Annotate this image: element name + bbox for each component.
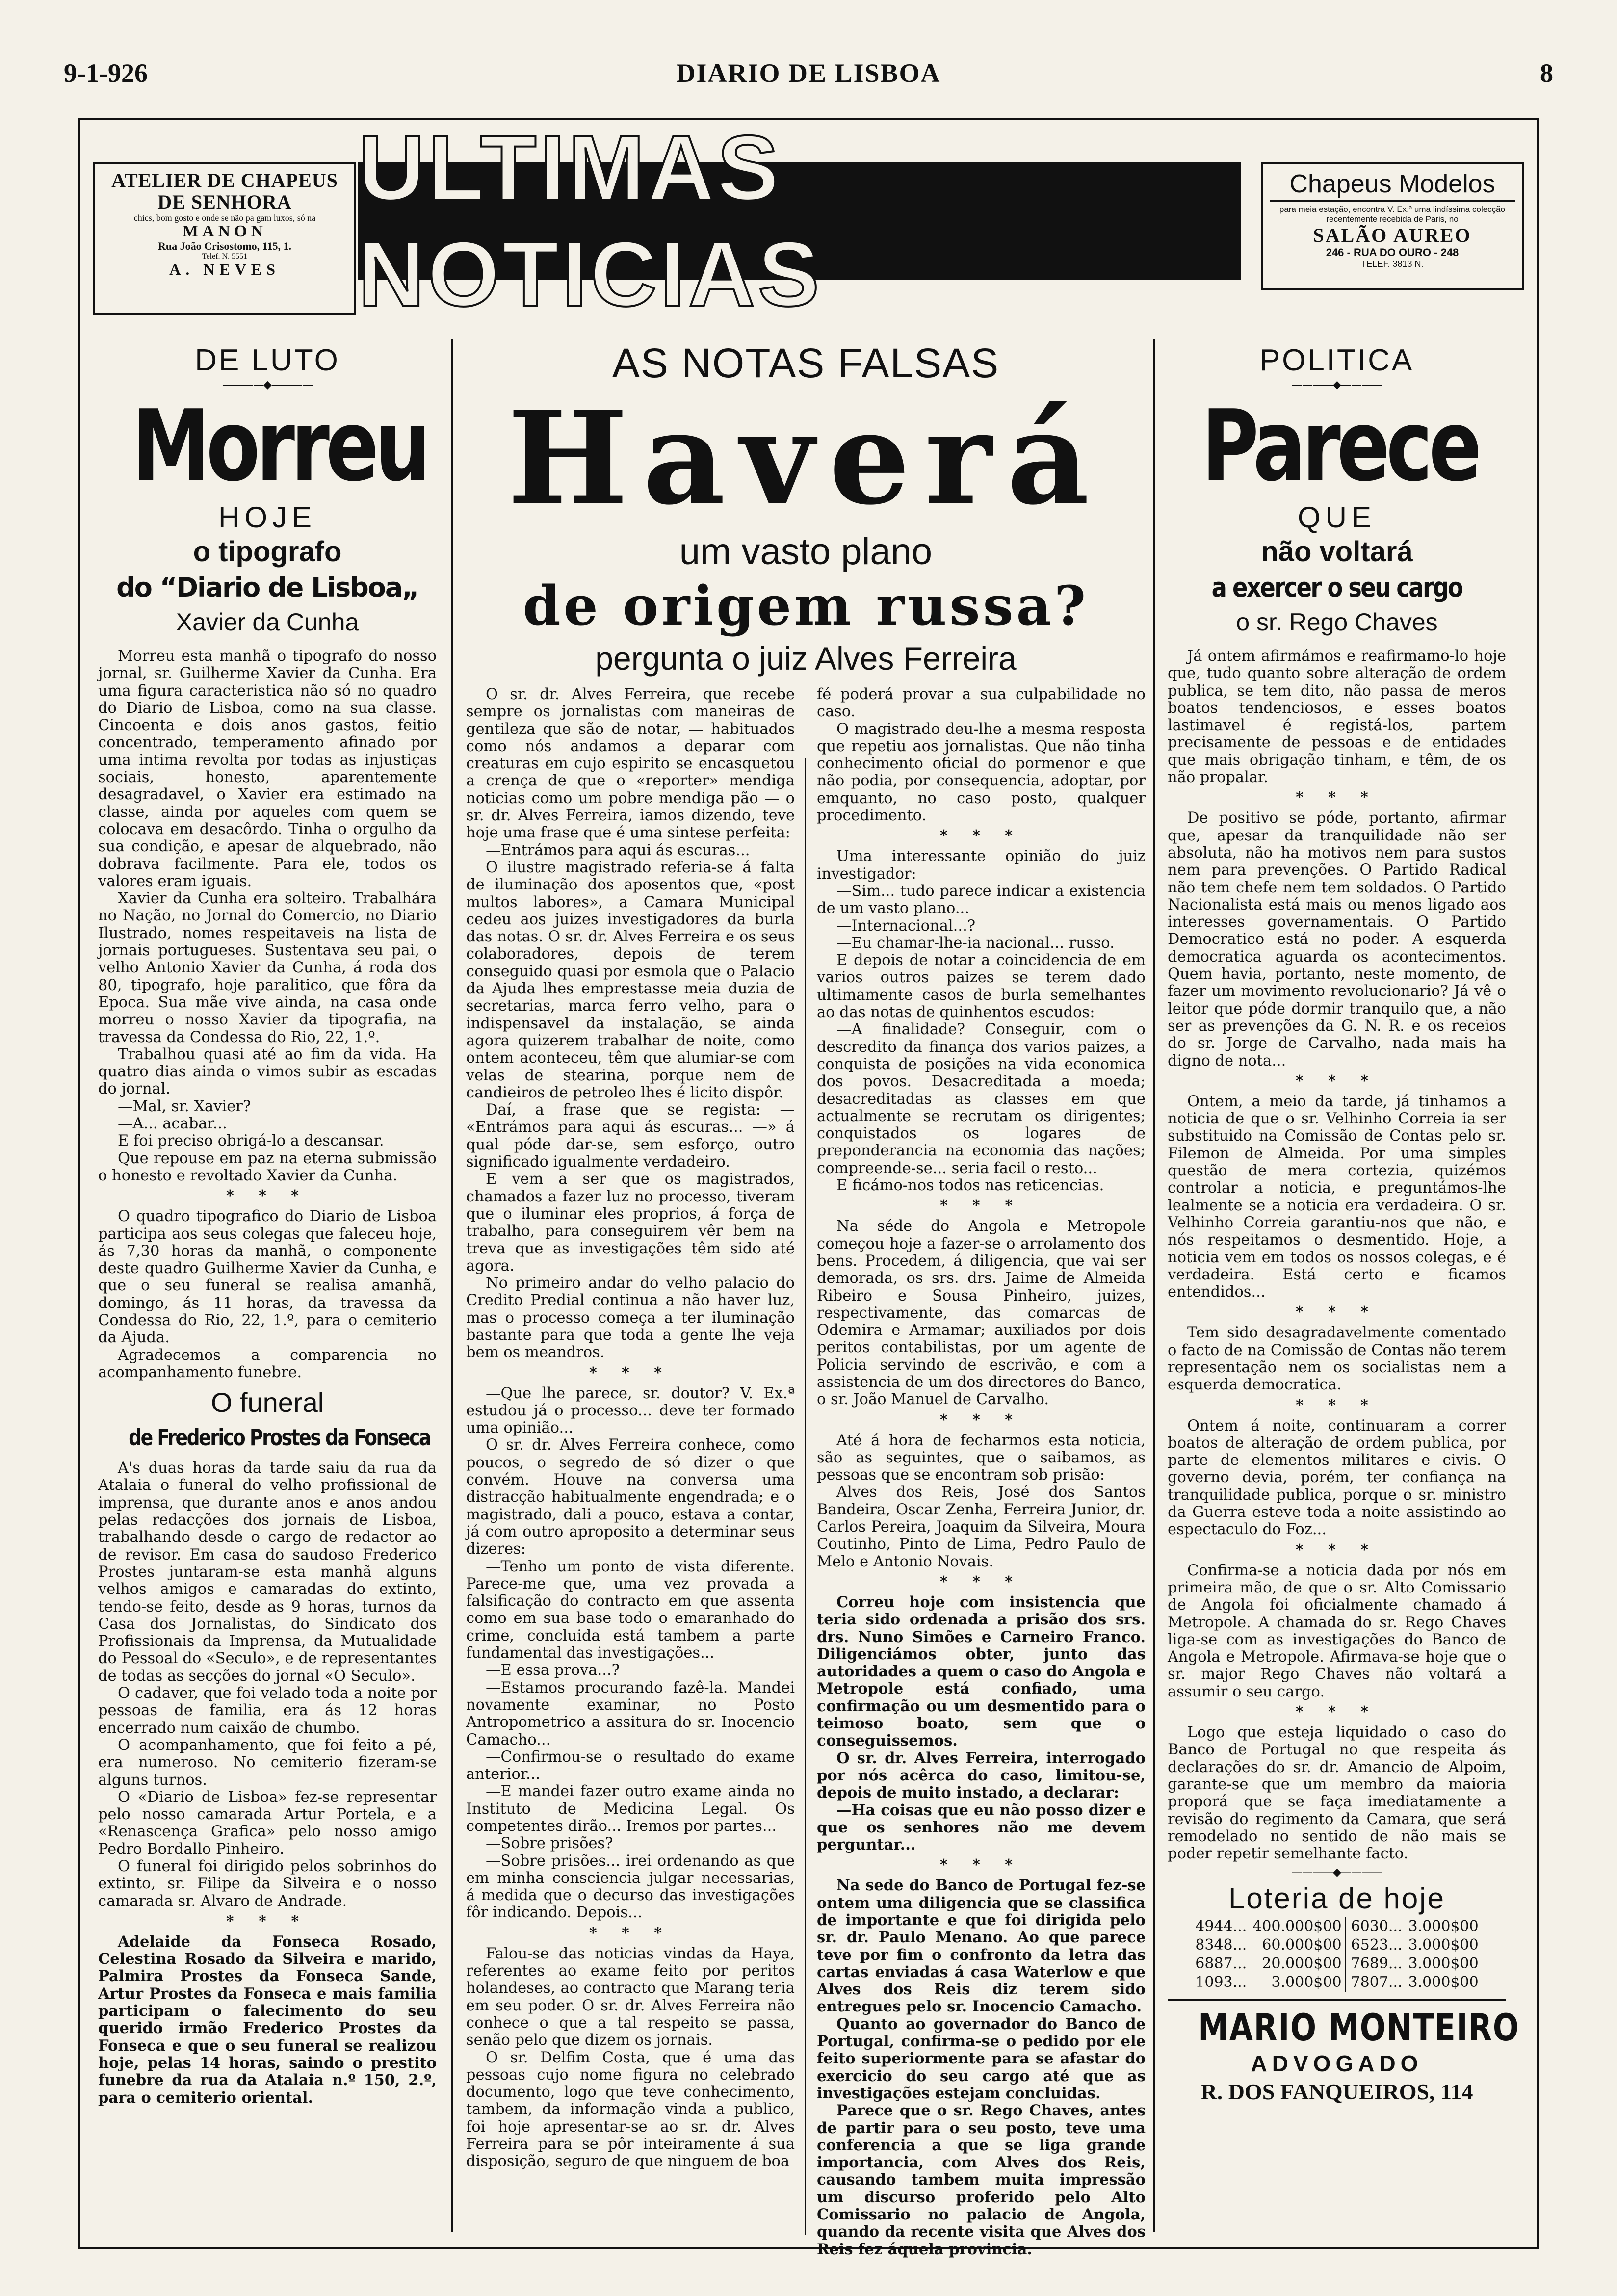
center-sub-3: pergunta o juiz Alves Ferreira	[595, 640, 1017, 677]
ticket-number: 6523...	[1345, 1936, 1405, 1955]
section-title: ULTIMAS NOTICIAS	[358, 116, 823, 325]
right-headline: Parece	[1201, 389, 1478, 503]
center-body-b4	[817, 1432, 1146, 1570]
prize-amount: 60.000$00	[1262, 1936, 1342, 1954]
prize-amount: 3.000$00	[1271, 1974, 1342, 1991]
paragraph: —Entrámos para aqui ás escuras...	[486, 841, 750, 859]
left-body-4	[98, 1933, 437, 2107]
left-column	[98, 339, 437, 2107]
paragraph: Na séde do Angola e Metropole começou hoje a fazer-se o arrolamento dos bens. Procedem, á diligencia, que vai ser demorada, os srs. drs. Jaime de Almeida Ribeiro e Sousa Pinheiro, juizes, respectivamente, das comarcas de Odemira e Armamar; auxiliados por dois peritos contabilistas, por um agente de Policia servindo de escrivão, e com a assistencia de um dos directores do Banco, o sr. João Manuel de Carvalho.	[817, 1218, 1146, 1409]
ad-line-3: chics, bom gosto e onde se não pa gam luxos, só na	[133, 213, 316, 223]
paragraph: No primeiro andar do velho palacio do Credito Predial continua a não haver luz, mas o processo começa a ter iluminação bastante para que toda a gente lhe veja bem os meandros.	[466, 1275, 795, 1361]
column-rule-left	[451, 339, 453, 2232]
left-sub-2: o tipografo	[193, 536, 342, 568]
center-subcolumn-b	[817, 686, 1146, 2258]
stars-separator: * * *	[940, 1197, 1022, 1215]
paragraph: Quanto ao governador do Banco de Portugal, confirma-se o pedido por ele feito superiormente para se afastar do exercicio do seu cargo até que as investigações estejam concluidas.	[817, 2015, 1146, 2102]
left-kicker: DE LUTO	[195, 343, 340, 377]
stars-separator: * * *	[589, 1364, 672, 1382]
right-sub-3: a exercer o seu cargo	[1211, 572, 1462, 603]
lottery-ornament: ————◆————	[1292, 1866, 1382, 1879]
lottery-title: Loteria de hoje	[1228, 1882, 1445, 1915]
paragraph: Que repouse em paz na eterna submissão o honesto e revoltado Xavier da Cunha.	[98, 1149, 437, 1184]
lawyer-title: ADVOGADO	[1251, 2051, 1423, 2077]
frame-right	[1537, 118, 1539, 2247]
paragraph: —Confirmou-se o resultado do exame anterior...	[466, 1748, 795, 1783]
hat-models-ad	[1261, 162, 1524, 290]
left-sub-4: Xavier da Cunha	[176, 608, 359, 636]
lawyer-ad	[1168, 2006, 1520, 2107]
paragraph: Na sede do Banco de Portugal fez-se ontem uma diligencia que se classifica de importante e que foi dirigida pelo sr. dr. Paulo Menano. Ao que parece teve por fim o confronto da letra das cartas enviadas á casa Waterlow e que Alves dos Reis diz terem sido entregues pelo sr. Inocencio Camacho.	[817, 1877, 1146, 2016]
paragraph: Correu hoje com insistencia que teria sido ordenada a prisão dos srs. drs. Nuno Simões e Carneiro Franco. Diligenciámos obter, junto das autoridades a quem o caso do Angola e Metropole está confiado, uma confirmação ou um desmentido para o teimoso boato, sem que o conseguissemos.	[817, 1593, 1146, 1750]
column-rule-right	[1153, 339, 1155, 2232]
right-body-2	[1168, 809, 1506, 1069]
ticket-number: 6030...	[1345, 1917, 1405, 1936]
paragraph: O quadro tipografico do Diario de Lisboa participa aos seus colegas que faleceu hoje, ás 7,30 horas da manhã, o componente deste quadro Guilherme Xavier da Cunha, e que o seu funeral se realisa amanhã, domingo, ás 11 horas, da travessa da Condessa do Rio, 22, 1.º, para o cemiterio da Ajuda.	[98, 1208, 437, 1347]
right-column	[1168, 339, 1520, 2107]
paragraph: —Ha coisas que eu não posso dizer e que os senhores não me devem perguntar...	[817, 1801, 1146, 1854]
table-row	[1192, 1936, 1481, 1955]
paragraph: fé poderá provar a sua culpabilidade no caso.	[817, 686, 1146, 721]
stars-separator: * * *	[1296, 789, 1378, 807]
paragraph: Ontem, a meio da tarde, já tinhamos a noticia de que o sr. Velhinho Correia ia ser substituido na Comissão de Contas pelo sr. Filemon de Almeida. Por uma simples questão de mera cortezia, quizémos controlar a noticia, e preguntámos-lhe lealmente se a noticia era verdadeira. O sr. Velhinho Correia garantiu-nos que não, e nós respeitamos o desmentido. Hoje, a noticia vem em todos os nossos colegas, e é verdadeira. Está certo e ficamos entendidos...	[1168, 1093, 1506, 1301]
stars-separator: * * *	[1296, 1304, 1378, 1321]
frame-left	[78, 118, 80, 2247]
paragraph: Ontem á noite, continuaram a correr boatos de alteração de ordem publica, por parte de elementos militares e civis. O governo devia, porém, ter confiança na tranquilidade publica, porque o sr. ministro da Guerra esteve toda a noite assistindo ao espectaculo do Foz...	[1168, 1417, 1506, 1539]
left-headline: Morreu	[132, 389, 427, 503]
ad-address: 246 - RUA DO OURO - 248	[1326, 246, 1459, 259]
paragraph: Adelaide da Fonseca Rosado, Celestina Rosado da Silveira e marido, Palmira Prostes da Fonseca Sande, Artur Prostes da Fonseca e mais familia participam o falecimento do seu querido irmão Frederico Prostes da Fonseca e que o seu funeral se realizou hoje, pelas 14 horas, saindo o prestito funebre da rua da Atalaia n.º 150, 2.º, para o cemiterio oriental.	[98, 1932, 437, 2107]
right-body-4	[1168, 1324, 1506, 1393]
stars-separator: * * *	[226, 1912, 309, 1930]
left-body	[98, 648, 437, 1184]
paragraph: —Internacional...?	[836, 917, 976, 935]
lawyer-name: MARIO MONTEIRO	[1198, 2006, 1520, 2050]
paragraph: O sr. dr. Alves Ferreira conhece, como poucos, o segredo de só dizer o que convém. Houve na conversa uma distracção habitualmente engendrada; e o magistrado, dali a pouco, estava a contar, já com outro aproposito a determinar seus dizeres:	[466, 1436, 795, 1558]
table-row	[1192, 1973, 1481, 1992]
paragraph: O sr. Delfim Costa, que é uma das pessoas cujo nome figura no celebrado documento, logo que teve conhecimento, tambem, da informação vinda a publico, foi hoje apresentar-se ao sr. dr. Alves Ferreira para se pôr inteiramente á sua disposição, seguro de que ninguem de boa	[466, 2049, 795, 2170]
paragraph: —Estamos procurando fazê-la. Mandei novamente examinar, no Posto Antropometrico a assitura do sr. Inocencio Camacho...	[466, 1679, 795, 1748]
paragraph: —E essa prova...?	[486, 1662, 620, 1679]
ticket-number: 7807...	[1345, 1973, 1405, 1992]
paragraph: O sr. dr. Alves Ferreira, que recebe sempre os jornalistas com maneiras de gentileza que são de notar, — habituados como nós andamos a deparar com creaturas em cujo espirito se encasquetou a crença de que o «reporter» mendiga noticias como um pobre mendiga pão — o sr. dr. Alves Ferreira, iamos dizendo, teve hoje uma frase que é uma sintese perfeita:	[466, 686, 795, 842]
paragraph: —Sim... tudo parece indicar a existencia de um vasto plano...	[817, 882, 1146, 917]
right-sub-2: não voltará	[1261, 536, 1413, 568]
prize-amount: 3.000$00	[1408, 1974, 1479, 1991]
left-sub-3: do “Diario de Lisboa„	[116, 572, 418, 603]
center-kicker: AS NOTAS FALSAS	[612, 340, 1000, 386]
ad-headline: Chapeus Modelos	[1270, 170, 1515, 202]
center-body-b6	[817, 1877, 1146, 2258]
ticket-number: 1093...	[1195, 1974, 1247, 1991]
stars-separator: * * *	[589, 1924, 672, 1942]
center-body-b2	[817, 848, 1146, 1194]
page-number: 8	[1540, 58, 1553, 88]
center-body-b3	[817, 1218, 1146, 1408]
page-header	[64, 58, 1553, 102]
stars-separator: * * *	[1296, 1541, 1378, 1559]
paragraph: —Sobre prisões?	[486, 1835, 613, 1852]
center-headline: Haverá	[507, 384, 1104, 533]
ad-body: para meia estação, encontra V. Ex.ª uma lindíssima colecção recentemente recebida de Paris, no	[1279, 205, 1506, 224]
stars-separator: * * *	[940, 827, 1022, 845]
newspaper-name: DIARIO DE LISBOA	[676, 58, 941, 88]
right-ornament: ————◆————	[1292, 379, 1382, 391]
paragraph: Alves dos Reis, José dos Santos Bandeira, Oscar Zenha, Ferreira Junior, dr. Carlos Pereira, Joaquim da Silveira, Moura Coutinho, Pinto de Lima, Pedro Paulo de Melo e Antonio Novais.	[817, 1484, 1146, 1570]
paragraph: O funeral foi dirigido pelos sobrinhos do extinto, sr. Filipe da Silveira e o nosso camarada sr. Alvaro de Andrade.	[98, 1858, 437, 1910]
lawyer-address: R. DOS FANQUEIROS, 114	[1200, 2079, 1473, 2105]
table-row	[1192, 1955, 1481, 1973]
center-body-b	[817, 686, 1146, 824]
ad-phone: TELEF. 3813 N.	[1361, 259, 1424, 269]
ticket-number: 8348...	[1195, 1936, 1247, 1954]
stars-separator: * * *	[1296, 1396, 1378, 1414]
paragraph: Logo que esteja liquidado o caso do Banco de Portugal no que respeita ás declarações do sr. dr. Amancio de Alpoim, garante-se que um membro da maioria proporá que se faça imediatamente a revisão do regimento da Camara, que será remodelado no sentido de não mais se poder repetir semelhante facto.	[1168, 1724, 1506, 1863]
center-body-a3	[466, 1945, 795, 2170]
paragraph: Até á hora de fecharmos esta noticia, são as seguintes, que o saibamos, as pessoas que se encontram sob prisão:	[817, 1432, 1146, 1484]
left-body-3	[98, 1460, 437, 1910]
ticket-number: 7689...	[1345, 1955, 1405, 1973]
ad-line-2: DE SENHORA	[157, 191, 292, 213]
hat-atelier-ad	[93, 162, 356, 315]
stars-separator: * * *	[940, 1573, 1022, 1591]
paragraph: De positivo se póde, portanto, afirmar que, apesar da tranquilidade não ser absoluta, não ha motivos nem para sustos nem para prevenções. O Partido Radical não tem chefe nem tem soldados. O Partido Nacionalista está mais ou menos ligado aos interesses governamentais. O Partido Democratico está no poder. A esquerda democratica aguarda os acontecimentos. Quem havia, portanto, neste momento, de fazer um movimento revolucionario? Já vê o leitor que póde dormir tranquilo que, a não ser as prevenções da G. N. R. e os receios do sr. Jorge de Carvalho, nada mais ha digno de nota...	[1168, 809, 1506, 1070]
right-sub-4: o sr. Rego Chaves	[1236, 608, 1438, 636]
paragraph: Já ontem afirmámos e reafirmamo-lo hoje que, tudo quanto sobre alteração de ordem publica, se tem dito, não passa de meros boatos tendenciosos, e esses boatos lastimavel é registá-los, partem precisamente de pessoas e de entidades que mais obrigação tinham, e têm, de os não propalar.	[1168, 648, 1506, 786]
ad-line-6: Telef. N. 5551	[202, 252, 248, 261]
center-body-b5	[817, 1594, 1146, 1853]
paragraph: O magistrado deu-lhe a mesma resposta que repetiu aos jornalistas. Que não tinha conhecimento oficial do pormenor e que não podia, por consequencia, adoptar, por emquanto, no caso posto, qualquer procedimento.	[817, 720, 1146, 825]
paragraph: —A... acabar...	[118, 1115, 227, 1133]
ticket-number: 6887...	[1195, 1955, 1247, 1973]
section-masthead	[358, 116, 1241, 325]
ad-store-name: SALÃO AUREO	[1313, 224, 1472, 246]
paragraph: O acompanhamento, que foi feito a pé, era numeroso. No cemiterio fizeram-se alguns turnos.	[98, 1736, 437, 1789]
paragraph: —Eu chamar-lhe-ia nacional... russo.	[836, 934, 1115, 952]
ad-line-1: ATELIER DE CHAPEUS	[111, 169, 338, 191]
paragraph: Daí, a frase que se regista: — «Entrámos para aqui ás escuras... —» á qual póde dar-se, sem esforço, outro significado igualmente verdadeiro.	[466, 1101, 795, 1171]
right-sub-1: QUE	[1297, 501, 1377, 534]
funeral-title: de Frederico Prostes da Fonseca	[129, 1424, 430, 1451]
ad-line-7: A. NEVES	[169, 261, 280, 278]
stars-separator: * * *	[1296, 1072, 1378, 1090]
paragraph: E depois de notar a coincidencia de em varios outros paizes se terem dado ultimamente casos de burla semelhantes ao das notas de quinhentos escudos:	[817, 952, 1146, 1021]
center-subcolumn-a	[466, 686, 795, 2258]
lottery-rule	[1168, 1999, 1506, 2001]
paragraph: Xavier da Cunha era solteiro. Trabalhára no Nação, no Jornal do Comercio, no Diario Ilustrado, nomes respeitaveis na lista de jornais portugueses. Sustentava seu pai, o velho Antonio Xavier da Cunha, á roda dos 80, tipografo, hoje paralitico, que fôra da Epoca. Sua mãe vive ainda, na casa onde morreu o nosso Xavier da tipografia, na travessa da Condessa do Rio, 22, 1.º.	[98, 890, 437, 1046]
lottery-table	[1192, 1917, 1481, 1992]
stars-separator: * * *	[1296, 1703, 1378, 1721]
paragraph: O «Diario de Lisboa» fez-se representar pelo nosso camarada Artur Portela, e a «Renascença Grafica» pelo nosso amigo Pedro Bordallo Pinheiro.	[98, 1788, 437, 1858]
paragraph: O sr. dr. Alves Ferreira, interrogado por nós acêrca do caso, limitou-se, depois de muito instado, a declarar:	[817, 1749, 1146, 1802]
center-column	[466, 339, 1146, 2258]
paragraph: —Sobre prisões... irei ordenando as que em minha consciencia julgar necessarias, á medida que o decurso das investigações fôr indicando. Depois...	[466, 1852, 795, 1922]
center-body-a2	[466, 1385, 795, 1922]
ticket-number: 4944...	[1195, 1918, 1247, 1935]
paragraph: O ilustre magistrado referia-se á falta de iluminação dos aposentos que, «post multos labores», a Camara Municipal cedeu aos juizes investigadores da burla das notas. O sr. dr. Alves Ferreira e os seus colaboradores, depois de terem conseguido quasi por esmola que o Palacio da Ajuda lhes emprestasse meia duzia de secretarias, marca ferro velho, para o indispensavel da instalação, se ainda agora quizerem trabalhar de noite, como ontem aconteceu, têm que alumiar-se com velas de stearina, porque nem de candieiros de petroleo lhes é licito dispôr.	[466, 859, 795, 1101]
paragraph: —A finalidade? Conseguir, com o descredito da finança dos varios paizes, a conquista de posições na vida economica dos povos. Desacreditada a moeda; desacreditadas as classes em que actualmente se recrutam os dirigentes; conquistados os logares de preponderancia na economia das nações; compreende-se... seria facil o resto...	[817, 1021, 1146, 1177]
paragraph: —Que lhe parece, sr. doutor? V. Ex.ª estudou já o processo... deve ter formado uma opinião...	[466, 1384, 795, 1437]
paragraph: E vem a ser que os magistrados, chamados a fazer luz no processo, tiveram que o iluminar eles proprios, á força de trabalho, para conseguirem vêr bem na treva que as investigações têm sido até agora.	[466, 1171, 795, 1275]
ad-line-4: MANON	[182, 222, 267, 240]
prize-amount: 3.000$00	[1408, 1918, 1479, 1935]
right-body-7	[1168, 1724, 1506, 1862]
left-body-2	[98, 1208, 437, 1381]
paragraph: —Tenho um ponto de vista diferente. Parece-me que, uma vez provada a falsificação do contracto em que assenta como em sua base todo o emaranhado do crime, concluida está tambem a parte fundamental das investigações...	[466, 1558, 795, 1662]
paragraph: Agradecemos a comparencia no acompanhamento funebre.	[98, 1346, 437, 1381]
center-body-a	[466, 686, 795, 1361]
center-sub-2: de origem russa?	[522, 574, 1089, 637]
stars-separator: * * *	[940, 1856, 1022, 1874]
paragraph: —Mal, sr. Xavier?	[118, 1097, 251, 1115]
prize-amount: 3.000$00	[1408, 1936, 1479, 1954]
right-body-5	[1168, 1417, 1506, 1539]
left-sub-1: HOJE	[218, 501, 317, 534]
funeral-kicker: O funeral	[210, 1387, 324, 1418]
paragraph: Parece que o sr. Rego Chaves, antes de partir para o seu posto, teve uma conferencia a que se liga grande importancia, com Alves dos Reis, causando tambem muita impressão um discurso proferido pelo Alto Comissario no palacio de Angola, quando da recente visita que Alves dos Reis fez áquela provincia.	[817, 2102, 1146, 2258]
table-row	[1192, 1917, 1481, 1936]
center-sub-1: um vasto plano	[679, 531, 933, 573]
paragraph: Confirma-se a noticia dada por nós em primeira mão, de que o sr. Alto Comissario de Angola foi oficialmente chamado á Metropole. A chamada do sr. Rego Chaves liga-se com as investigações do Banco de Angola e Metropole. Afirmava-se hoje que o sr. major Rego Chaves não voltará a assumir o seu cargo.	[1168, 1562, 1506, 1700]
paragraph: Tem sido desagradavelmente comentado o facto de na Comissão de Contas não terem representação nem os socialistas nem a esquerda democratica.	[1168, 1324, 1506, 1394]
paragraph: Falou-se das noticias vindas da Haya, referentes ao exame feito por peritos holandeses, ao contracto que Marang teria em seu poder. O sr. dr. Alves Ferreira não conhece o que a tal respeito se passa, senão pelo que dizem os jornais.	[466, 1945, 795, 2049]
right-kicker: POLITICA	[1259, 343, 1414, 377]
paragraph: Trabalhou quasi até ao fim da vida. Ha quatro dias ainda o vimos subir as escadas do jornal.	[98, 1045, 437, 1098]
paragraph: A's duas horas da tarde saiu da rua da Atalaia o funeral do velho profissional de imprensa, que durante anos e anos andou pelas redacções dos jornais de Lisboa, trabalhando desde o cargo de redactor ao de revisor. Em casa do saudoso Frederico Prostes juntaram-se esta manhã alguns velhos amigos e camaradas do extinto, tendo-se feito, desde as 9 horas, turnos da Casa dos Jornalistas, do Sindicato dos Profissionais da Imprensa, da Mutualidade do Pessoal do «Seculo», e de representantes de todas as secções do jornal «O Seculo».	[98, 1460, 437, 1685]
left-ornament: ————◆————	[222, 379, 313, 391]
center-subcolumns	[466, 686, 1146, 2258]
paragraph: —E mandei fazer outro exame ainda no Instituto de Medicina Legal. Os competentes dirão... Iremos por partes...	[466, 1783, 795, 1835]
prize-amount: 3.000$00	[1408, 1955, 1479, 1973]
stars-separator: * * *	[940, 1411, 1022, 1429]
right-body-3	[1168, 1093, 1506, 1301]
issue-date: 9-1-926	[64, 58, 148, 88]
paragraph: E foi preciso obrigá-lo a descansar.	[118, 1132, 384, 1150]
ad-line-5: Rua João Crisostomo, 115, 1.	[158, 240, 291, 252]
paragraph: Uma interessante opinião do juiz investigador:	[817, 848, 1146, 883]
paragraph: O cadaver, que foi velado toda a noite por pessoas de familia, era ás 12 horas encerrado num caixão de chumbo.	[98, 1685, 437, 1737]
stars-separator: * * *	[226, 1187, 309, 1205]
right-body-6	[1168, 1562, 1506, 1700]
prize-amount: 20.000$00	[1262, 1955, 1342, 1973]
paragraph: E ficámo-nos todos nas reticencias.	[836, 1177, 1104, 1195]
right-body-1	[1168, 648, 1506, 786]
paragraph: Morreu esta manhã o tipografo do nosso jornal, sr. Guilherme Xavier da Cunha. Era uma figura caracteristica não só no quadro do Diario de Lisboa, como na sua classe. Cincoenta e dois anos gastos, feitio concentrado, temperamento afinado por uma intima revolta por todas as injustiças sociais, honesto, aparentemente desagradavel, o Xavier era estimado na classe, ainda por aqueles com quem se colocava em desacôrdo. Tinha o orgulho da sua condição, e apesar de alquebrado, não dobrava facilmente. Para ele, todos os valores eram iguais.	[98, 648, 437, 890]
prize-amount: 400.000$00	[1252, 1918, 1342, 1935]
